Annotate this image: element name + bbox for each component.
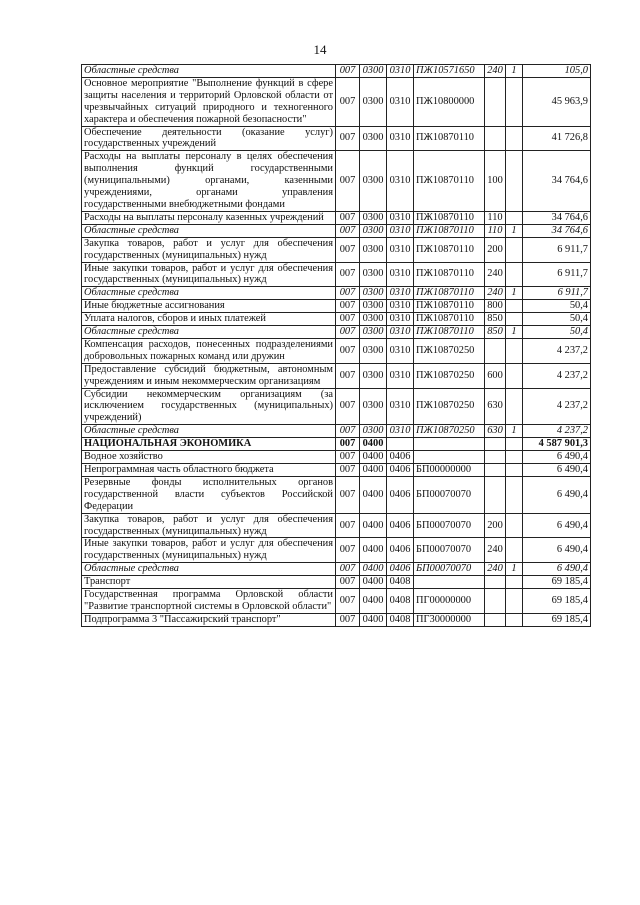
amount-cell: 69 185,4 <box>523 576 591 589</box>
amount-cell: 4 237,2 <box>523 363 591 388</box>
row-name-cell: Подпрограмма 3 "Пассажирский транспорт" <box>82 613 336 626</box>
ved-code-cell: 007 <box>336 211 360 224</box>
expense-type-cell: 240 <box>485 563 506 576</box>
subsection-code-cell: 0406 <box>387 563 414 576</box>
ved-code-cell: 007 <box>336 300 360 313</box>
funding-source-cell: 1 <box>506 224 523 237</box>
row-name-cell: Предоставление субсидий бюджетным, автономным учреждениям и иным некоммерческим организациям <box>82 363 336 388</box>
subsection-code-cell: 0406 <box>387 476 414 513</box>
subsection-code-cell: 0310 <box>387 388 414 425</box>
page-number: 14 <box>313 42 327 57</box>
section-code-cell: 0300 <box>360 300 387 313</box>
funding-source-cell <box>506 576 523 589</box>
target-article-cell: ПЖ10870110 <box>414 287 485 300</box>
section-code-cell: 0300 <box>360 224 387 237</box>
target-article-cell: ПЖ10870110 <box>414 237 485 262</box>
row-name-cell: Областные средства <box>82 224 336 237</box>
table-row <box>82 576 591 589</box>
funding-source-cell <box>506 77 523 126</box>
row-name-cell: Областные средства <box>82 425 336 438</box>
ved-code-cell: 007 <box>336 538 360 563</box>
table-row <box>82 326 591 339</box>
subsection-code-cell: 0408 <box>387 589 414 614</box>
subsection-code-cell: 0406 <box>387 451 414 464</box>
amount-cell: 6 911,7 <box>523 287 591 300</box>
expense-type-cell: 600 <box>485 363 506 388</box>
amount-cell: 4 237,2 <box>523 338 591 363</box>
funding-source-cell <box>506 338 523 363</box>
target-article-cell: ПЖ10870110 <box>414 126 485 151</box>
funding-source-cell: 1 <box>506 326 523 339</box>
table-row <box>82 538 591 563</box>
amount-cell: 6 490,4 <box>523 476 591 513</box>
expense-type-cell: 200 <box>485 513 506 538</box>
section-code-cell: 0300 <box>360 151 387 212</box>
target-article-cell: ПЖ10870250 <box>414 338 485 363</box>
subsection-code-cell: 0310 <box>387 262 414 287</box>
section-code-cell: 0300 <box>360 287 387 300</box>
expense-type-cell: 850 <box>485 313 506 326</box>
funding-source-cell <box>506 613 523 626</box>
ved-code-cell: 007 <box>336 237 360 262</box>
expense-type-cell: 200 <box>485 237 506 262</box>
row-name-cell: Уплата налогов, сборов и иных платежей <box>82 313 336 326</box>
amount-cell: 69 185,4 <box>523 613 591 626</box>
subsection-code-cell: 0310 <box>387 313 414 326</box>
table-row <box>82 151 591 212</box>
expense-type-cell: 240 <box>485 65 506 78</box>
target-article-cell: БП00070070 <box>414 476 485 513</box>
subsection-code-cell: 0310 <box>387 126 414 151</box>
row-name-cell: Обеспечение деятельности (оказание услуг) государственных учреждений <box>82 126 336 151</box>
ved-code-cell: 007 <box>336 613 360 626</box>
table-row <box>82 65 591 78</box>
amount-cell: 69 185,4 <box>523 589 591 614</box>
subsection-code-cell: 0310 <box>387 224 414 237</box>
section-code-cell: 0400 <box>360 513 387 538</box>
target-article-cell <box>414 451 485 464</box>
expense-type-cell: 850 <box>485 326 506 339</box>
subsection-code-cell: 0310 <box>387 338 414 363</box>
row-name-cell: Областные средства <box>82 65 336 78</box>
row-name-cell: НАЦИОНАЛЬНАЯ ЭКОНОМИКА <box>82 438 336 451</box>
target-article-cell: ПГ30000000 <box>414 613 485 626</box>
ved-code-cell: 007 <box>336 287 360 300</box>
table-row <box>82 300 591 313</box>
amount-cell: 6 911,7 <box>523 237 591 262</box>
ved-code-cell: 007 <box>336 363 360 388</box>
ved-code-cell: 007 <box>336 224 360 237</box>
section-code-cell: 0300 <box>360 126 387 151</box>
section-code-cell: 0400 <box>360 613 387 626</box>
section-code-cell: 0400 <box>360 563 387 576</box>
target-article-cell: ПЖ10870110 <box>414 300 485 313</box>
table-row <box>82 388 591 425</box>
amount-cell: 6 490,4 <box>523 563 591 576</box>
target-article-cell <box>414 438 485 451</box>
funding-source-cell <box>506 451 523 464</box>
subsection-code-cell: 0310 <box>387 211 414 224</box>
row-name-cell: Закупка товаров, работ и услуг для обеспечения государственных (муниципальных) нужд <box>82 237 336 262</box>
amount-cell: 34 764,6 <box>523 211 591 224</box>
row-name-cell: Иные бюджетные ассигнования <box>82 300 336 313</box>
subsection-code-cell: 0310 <box>387 151 414 212</box>
target-article-cell: ПЖ10870110 <box>414 262 485 287</box>
funding-source-cell <box>506 476 523 513</box>
table-row <box>82 438 591 451</box>
target-article-cell: БП00070070 <box>414 513 485 538</box>
funding-source-cell <box>506 464 523 477</box>
amount-cell: 50,4 <box>523 326 591 339</box>
subsection-code-cell: 0408 <box>387 576 414 589</box>
row-name-cell: Расходы на выплаты персоналу казенных учреждений <box>82 211 336 224</box>
amount-cell: 41 726,8 <box>523 126 591 151</box>
ved-code-cell: 007 <box>336 513 360 538</box>
table-row <box>82 224 591 237</box>
row-name-cell: Областные средства <box>82 287 336 300</box>
subsection-code-cell: 0310 <box>387 326 414 339</box>
amount-cell: 4 587 901,3 <box>523 438 591 451</box>
funding-source-cell <box>506 313 523 326</box>
table-row <box>82 563 591 576</box>
table-row <box>82 464 591 477</box>
row-name-cell: Водное хозяйство <box>82 451 336 464</box>
ved-code-cell: 007 <box>336 589 360 614</box>
amount-cell: 6 490,4 <box>523 464 591 477</box>
expense-type-cell <box>485 126 506 151</box>
table-row <box>82 451 591 464</box>
expense-type-cell <box>485 589 506 614</box>
ved-code-cell: 007 <box>336 338 360 363</box>
subsection-code-cell: 0310 <box>387 65 414 78</box>
expense-type-cell <box>485 451 506 464</box>
subsection-code-cell: 0406 <box>387 513 414 538</box>
subsection-code-cell: 0406 <box>387 538 414 563</box>
amount-cell: 6 490,4 <box>523 513 591 538</box>
table-row <box>82 211 591 224</box>
ved-code-cell: 007 <box>336 464 360 477</box>
table-row <box>82 363 591 388</box>
table-row <box>82 338 591 363</box>
expense-type-cell: 630 <box>485 425 506 438</box>
target-article-cell: ПЖ10870110 <box>414 224 485 237</box>
table-row <box>82 126 591 151</box>
section-code-cell: 0400 <box>360 576 387 589</box>
section-code-cell: 0300 <box>360 326 387 339</box>
row-name-cell: Областные средства <box>82 563 336 576</box>
ved-code-cell: 007 <box>336 563 360 576</box>
ved-code-cell: 007 <box>336 262 360 287</box>
subsection-code-cell: 0310 <box>387 425 414 438</box>
budget-table <box>81 64 591 627</box>
row-name-cell: Субсидии некоммерческим организациям (за исключением государственных (муниципальных) учреждений) <box>82 388 336 425</box>
target-article-cell: ПЖ10870110 <box>414 313 485 326</box>
amount-cell: 34 764,6 <box>523 224 591 237</box>
expense-type-cell <box>485 77 506 126</box>
table-row <box>82 425 591 438</box>
funding-source-cell: 1 <box>506 65 523 78</box>
ved-code-cell: 007 <box>336 326 360 339</box>
section-code-cell: 0300 <box>360 262 387 287</box>
subsection-code-cell: 0406 <box>387 464 414 477</box>
expense-type-cell <box>485 438 506 451</box>
ved-code-cell: 007 <box>336 476 360 513</box>
section-code-cell: 0300 <box>360 363 387 388</box>
section-code-cell: 0300 <box>360 211 387 224</box>
funding-source-cell <box>506 300 523 313</box>
amount-cell: 105,0 <box>523 65 591 78</box>
row-name-cell: Расходы на выплаты персоналу в целях обеспечения выполнения функций государственными (муниципальными) органами, казенными учреждениями, органами управления государственными внебюджетными фондами <box>82 151 336 212</box>
amount-cell: 50,4 <box>523 300 591 313</box>
row-name-cell: Закупка товаров, работ и услуг для обеспечения государственных (муниципальных) нужд <box>82 513 336 538</box>
subsection-code-cell: 0310 <box>387 287 414 300</box>
amount-cell: 6 490,4 <box>523 538 591 563</box>
table-row <box>82 613 591 626</box>
funding-source-cell: 1 <box>506 425 523 438</box>
target-article-cell: ПЖ10870250 <box>414 425 485 438</box>
row-name-cell: Резервные фонды исполнительных органов государственной власти субъектов Российской Федерации <box>82 476 336 513</box>
ved-code-cell: 007 <box>336 77 360 126</box>
funding-source-cell <box>506 262 523 287</box>
ved-code-cell: 007 <box>336 438 360 451</box>
table-row <box>82 262 591 287</box>
funding-source-cell <box>506 513 523 538</box>
target-article-cell: БП00070070 <box>414 538 485 563</box>
target-article-cell: ПЖ10571650 <box>414 65 485 78</box>
subsection-code-cell: 0310 <box>387 363 414 388</box>
row-name-cell: Иные закупки товаров, работ и услуг для обеспечения государственных (муниципальных) нужд <box>82 538 336 563</box>
table-row <box>82 287 591 300</box>
subsection-code-cell <box>387 438 414 451</box>
target-article-cell: ПЖ10870110 <box>414 211 485 224</box>
section-code-cell: 0400 <box>360 451 387 464</box>
section-code-cell: 0300 <box>360 388 387 425</box>
ved-code-cell: 007 <box>336 151 360 212</box>
amount-cell: 50,4 <box>523 313 591 326</box>
section-code-cell: 0400 <box>360 589 387 614</box>
target-article-cell: ПГ00000000 <box>414 589 485 614</box>
ved-code-cell: 007 <box>336 451 360 464</box>
amount-cell: 4 237,2 <box>523 425 591 438</box>
expense-type-cell: 630 <box>485 388 506 425</box>
funding-source-cell <box>506 211 523 224</box>
section-code-cell: 0300 <box>360 237 387 262</box>
subsection-code-cell: 0310 <box>387 77 414 126</box>
section-code-cell: 0300 <box>360 77 387 126</box>
row-name-cell: Транспорт <box>82 576 336 589</box>
section-code-cell: 0300 <box>360 338 387 363</box>
target-article-cell: ПЖ10800000 <box>414 77 485 126</box>
funding-source-cell <box>506 363 523 388</box>
target-article-cell: БП00000000 <box>414 464 485 477</box>
subsection-code-cell: 0310 <box>387 300 414 313</box>
ved-code-cell: 007 <box>336 313 360 326</box>
table-row <box>82 237 591 262</box>
amount-cell: 6 911,7 <box>523 262 591 287</box>
ved-code-cell: 007 <box>336 126 360 151</box>
expense-type-cell <box>485 464 506 477</box>
expense-type-cell: 240 <box>485 538 506 563</box>
section-code-cell: 0400 <box>360 438 387 451</box>
expense-type-cell: 110 <box>485 224 506 237</box>
budget-table-body <box>82 65 591 627</box>
ved-code-cell: 007 <box>336 576 360 589</box>
expense-type-cell <box>485 613 506 626</box>
target-article-cell: ПЖ10870250 <box>414 363 485 388</box>
table-row <box>82 313 591 326</box>
funding-source-cell: 1 <box>506 563 523 576</box>
section-code-cell: 0300 <box>360 313 387 326</box>
row-name-cell: Иные закупки товаров, работ и услуг для обеспечения государственных (муниципальных) нужд <box>82 262 336 287</box>
amount-cell: 4 237,2 <box>523 388 591 425</box>
funding-source-cell: 1 <box>506 287 523 300</box>
funding-source-cell <box>506 538 523 563</box>
table-row <box>82 77 591 126</box>
funding-source-cell <box>506 237 523 262</box>
target-article-cell <box>414 576 485 589</box>
section-code-cell: 0400 <box>360 538 387 563</box>
funding-source-cell <box>506 589 523 614</box>
table-row <box>82 589 591 614</box>
section-code-cell: 0300 <box>360 65 387 78</box>
target-article-cell: БП00070070 <box>414 563 485 576</box>
expense-type-cell: 800 <box>485 300 506 313</box>
funding-source-cell <box>506 151 523 212</box>
target-article-cell: ПЖ10870250 <box>414 388 485 425</box>
expense-type-cell <box>485 576 506 589</box>
row-name-cell: Основное мероприятие "Выполнение функций в сфере защиты населения и территорий Орловской области от чрезвычайных ситуаций природного и техногенного характера и обеспечения пожарной безопасности" <box>82 77 336 126</box>
ved-code-cell: 007 <box>336 388 360 425</box>
expense-type-cell: 240 <box>485 287 506 300</box>
amount-cell: 34 764,6 <box>523 151 591 212</box>
row-name-cell: Государственная программа Орловской области "Развитие транспортной системы в Орловской области" <box>82 589 336 614</box>
subsection-code-cell: 0310 <box>387 237 414 262</box>
ved-code-cell: 007 <box>336 65 360 78</box>
row-name-cell: Компенсация расходов, понесенных подразделениями добровольных пожарных команд или дружин <box>82 338 336 363</box>
row-name-cell: Областные средства <box>82 326 336 339</box>
expense-type-cell: 100 <box>485 151 506 212</box>
target-article-cell: ПЖ10870110 <box>414 326 485 339</box>
subsection-code-cell: 0408 <box>387 613 414 626</box>
expense-type-cell: 240 <box>485 262 506 287</box>
section-code-cell: 0400 <box>360 464 387 477</box>
expense-type-cell <box>485 476 506 513</box>
target-article-cell: ПЖ10870110 <box>414 151 485 212</box>
funding-source-cell <box>506 388 523 425</box>
amount-cell: 45 963,9 <box>523 77 591 126</box>
table-row <box>82 476 591 513</box>
ved-code-cell: 007 <box>336 425 360 438</box>
section-code-cell: 0400 <box>360 476 387 513</box>
table-row <box>82 513 591 538</box>
section-code-cell: 0300 <box>360 425 387 438</box>
funding-source-cell <box>506 438 523 451</box>
amount-cell: 6 490,4 <box>523 451 591 464</box>
row-name-cell: Непрограммная часть областного бюджета <box>82 464 336 477</box>
expense-type-cell: 110 <box>485 211 506 224</box>
funding-source-cell <box>506 126 523 151</box>
expense-type-cell <box>485 338 506 363</box>
